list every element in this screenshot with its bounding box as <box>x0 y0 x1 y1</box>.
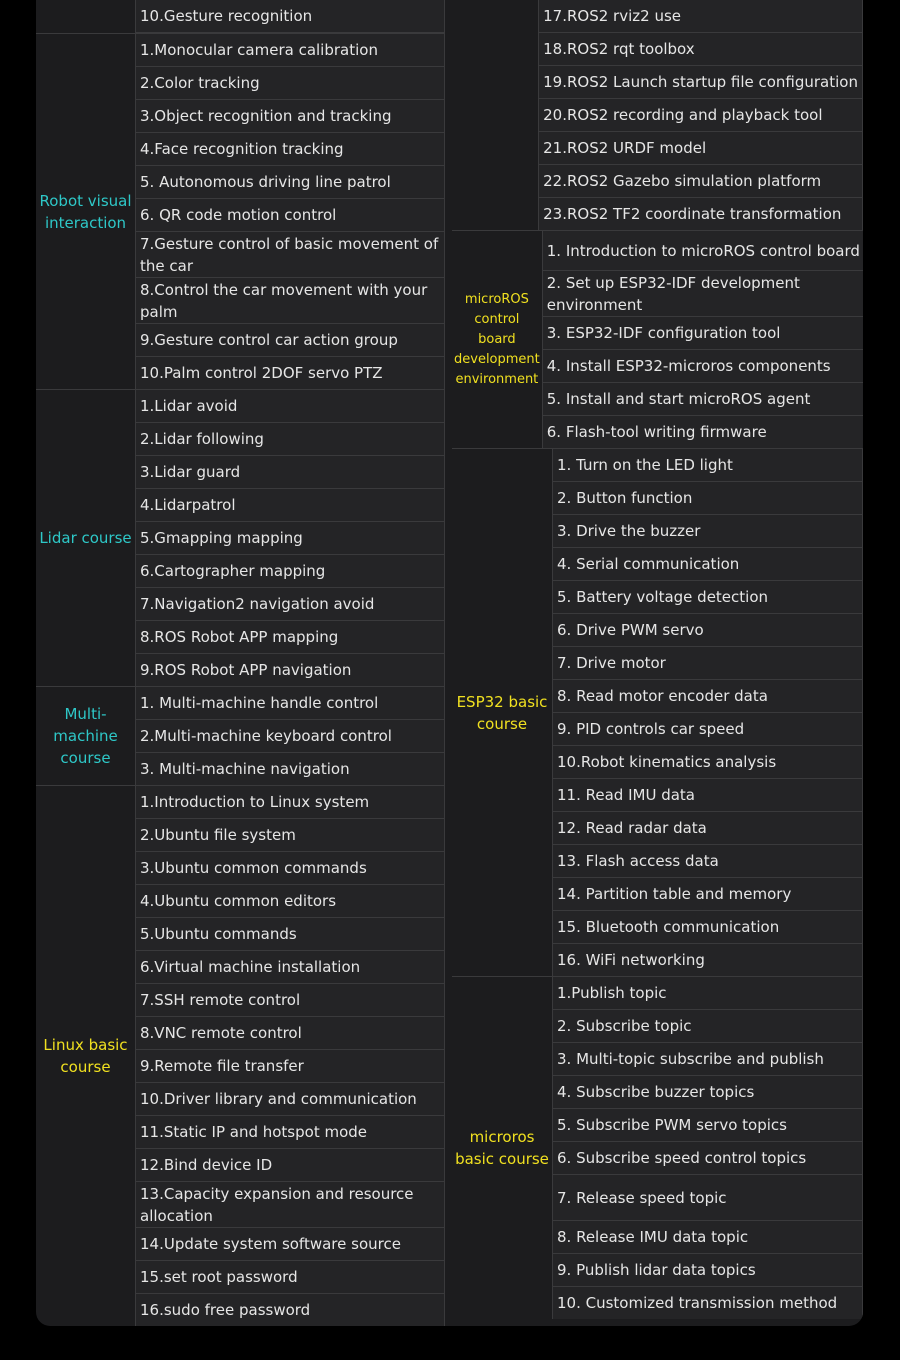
list-item: 1.Lidar avoid <box>136 390 444 423</box>
list-item: 7.SSH remote control <box>136 984 444 1017</box>
item-list <box>552 977 863 1319</box>
list-item: 14. Partition table and memory <box>553 878 862 911</box>
group-lidar <box>36 389 445 686</box>
list-item: 4. Subscribe buzzer topics <box>553 1076 862 1109</box>
list-item: 4.Ubuntu common editors <box>136 885 444 918</box>
list-item: 14.Update system software source <box>136 1228 444 1261</box>
list-item: 9.ROS Robot APP navigation <box>140 661 352 679</box>
list-item: 10. Customized transmission method <box>557 1294 838 1312</box>
item-list <box>135 786 445 1326</box>
group-microros-basic <box>452 976 863 1319</box>
list-item: 3.Object recognition and tracking <box>136 100 444 133</box>
list-item: 7.Gesture control of basic movement of the car <box>136 232 444 278</box>
list-item: 9. PID controls car speed <box>553 713 862 746</box>
list-item: 4. Serial communication <box>553 548 862 581</box>
list-item: 8.VNC remote control <box>136 1017 444 1050</box>
list-item: 12.Bind device ID <box>136 1149 444 1182</box>
item-list <box>135 687 445 785</box>
group-robot-visual <box>36 33 445 389</box>
list-item: 7. Release speed topic <box>553 1175 862 1221</box>
category-label: Linux basic course <box>43 1036 128 1076</box>
list-item: 2. Set up ESP32-IDF development environment <box>543 271 863 317</box>
list-item: 9.Remote file transfer <box>136 1050 444 1083</box>
list-item: 2.Lidar following <box>136 423 444 456</box>
list-item: 19.ROS2 Launch startup file configuration <box>539 66 862 99</box>
list-item: 8.Control the car movement with your palm <box>136 278 444 324</box>
list-item: 10.Driver library and communication <box>136 1083 444 1116</box>
list-item: 7.Navigation2 navigation avoid <box>136 588 444 621</box>
item-list <box>135 390 445 686</box>
list-item: 1.Introduction to Linux system <box>136 786 444 819</box>
list-item: 12. Read radar data <box>553 812 862 845</box>
column-gap <box>445 0 452 1326</box>
list-item: 6.Cartographer mapping <box>136 555 444 588</box>
list-item: 11. Read IMU data <box>553 779 862 812</box>
list-item: 16. WiFi networking <box>557 951 705 969</box>
list-item: 8.ROS Robot APP mapping <box>136 621 444 654</box>
list-item: 10.Palm control 2DOF servo PTZ <box>140 364 383 382</box>
list-item: 2.Color tracking <box>136 67 444 100</box>
list-item: 5.Ubuntu commands <box>136 918 444 951</box>
group-linux-basic <box>36 785 445 1326</box>
category-label: ESP32 basic course <box>456 692 548 733</box>
list-item: 20.ROS2 recording and playback tool <box>539 99 862 132</box>
list-item: 6. Flash-tool writing firmware <box>546 423 767 441</box>
category-label: Multi-machine course <box>53 705 118 767</box>
list-item: 3.Ubuntu common commands <box>136 852 444 885</box>
list-item: 9.Gesture control car action group <box>136 324 444 357</box>
list-item: 8. Release IMU data topic <box>553 1221 862 1254</box>
list-item: 13.Capacity expansion and resource allocation <box>136 1182 444 1228</box>
list-item: 22.ROS2 Gazebo simulation platform <box>539 165 862 198</box>
list-item: 5. Subscribe PWM servo topics <box>553 1109 862 1142</box>
list-item: 5. Install and start microROS agent <box>543 383 863 416</box>
item-list <box>538 0 863 230</box>
category-label <box>36 0 135 33</box>
list-item: 1.Publish topic <box>553 977 862 1010</box>
list-item: 4.Lidarpatrol <box>136 489 444 522</box>
group-ros2-continued <box>452 0 863 230</box>
list-item: 21.ROS2 URDF model <box>539 132 862 165</box>
list-item: 6. Subscribe speed control topics <box>553 1142 862 1175</box>
list-item: 3. Multi-topic subscribe and publish <box>553 1043 862 1076</box>
list-item: 6. Drive PWM servo <box>553 614 862 647</box>
item-list <box>542 231 863 448</box>
list-item: 23.ROS2 TF2 coordinate transformation <box>543 205 842 223</box>
group-gesture-continued <box>36 0 445 33</box>
category-label: microros basic course <box>455 1128 549 1168</box>
list-item: 3.Lidar guard <box>136 456 444 489</box>
list-item: 5.Gmapping mapping <box>136 522 444 555</box>
right-column <box>452 0 863 1319</box>
category-label: Lidar course <box>39 529 132 547</box>
list-item: 3. Drive the buzzer <box>553 515 862 548</box>
list-item: 2. Subscribe topic <box>553 1010 862 1043</box>
list-item: 3. Multi-machine navigation <box>140 760 350 778</box>
list-item: 6.Virtual machine installation <box>136 951 444 984</box>
list-item: 10.Robot kinematics analysis <box>553 746 862 779</box>
list-item: 4. Install ESP32-microros components <box>543 350 863 383</box>
category-label: Robot visual interaction <box>39 191 132 232</box>
list-item: 1. Turn on the LED light <box>553 449 862 482</box>
list-item: 1. Multi-machine handle control <box>136 687 444 720</box>
list-item: 4.Face recognition tracking <box>136 133 444 166</box>
list-item: 11.Static IP and hotspot mode <box>136 1116 444 1149</box>
list-item: 5. Autonomous driving line patrol <box>136 166 444 199</box>
course-table <box>36 0 863 1326</box>
list-item: 16.sudo free password <box>140 1301 311 1319</box>
list-item: 3. ESP32-IDF configuration tool <box>543 317 863 350</box>
list-item: 2. Button function <box>553 482 862 515</box>
group-microros-env <box>452 230 863 448</box>
list-item: 15. Bluetooth communication <box>553 911 862 944</box>
category-label: microROS control board development environment <box>454 291 540 387</box>
item-list <box>135 34 445 389</box>
list-item: 5. Battery voltage detection <box>553 581 862 614</box>
group-multi-machine <box>36 686 445 785</box>
list-item: 7. Drive motor <box>553 647 862 680</box>
item-list <box>552 449 863 976</box>
list-item: 17.ROS2 rviz2 use <box>539 0 862 33</box>
item-list <box>135 0 445 33</box>
list-item: 18.ROS2 rqt toolbox <box>539 33 862 66</box>
list-item: 2.Ubuntu file system <box>136 819 444 852</box>
list-item: 15.set root password <box>136 1261 444 1294</box>
list-item: 1.Monocular camera calibration <box>136 34 444 67</box>
list-item: 13. Flash access data <box>553 845 862 878</box>
group-esp32-basic <box>452 448 863 976</box>
left-column <box>36 0 445 1326</box>
list-item: 10.Gesture recognition <box>136 0 444 33</box>
list-item: 8. Read motor encoder data <box>553 680 862 713</box>
list-item: 9. Publish lidar data topics <box>553 1254 862 1287</box>
list-item: 1. Introduction to microROS control board <box>543 231 863 271</box>
list-item: 2.Multi-machine keyboard control <box>136 720 444 753</box>
list-item: 6. QR code motion control <box>136 199 444 232</box>
category-label <box>452 0 538 230</box>
